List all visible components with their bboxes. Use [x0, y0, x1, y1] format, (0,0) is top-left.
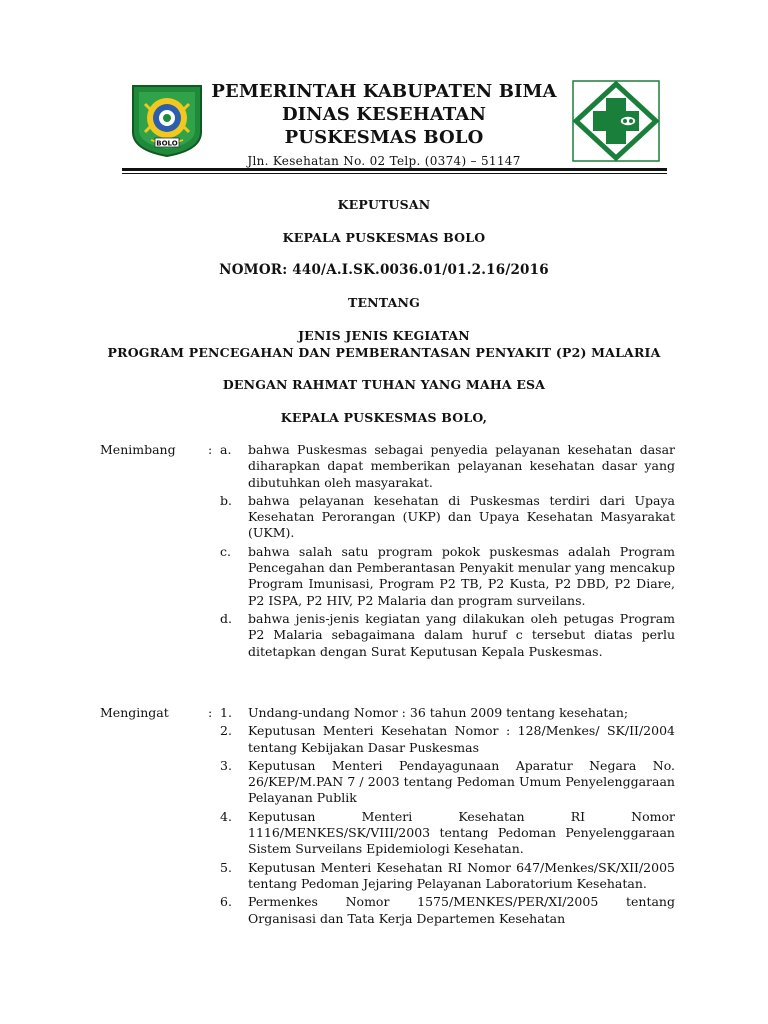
list-text: Keputusan Menteri Pendayagunaan Aparatur Negara No. 26/KEP/M.PAN 7 / 2003 tentang Pedoman Umum Penyelenggaraan Pelayanan Publik — [248, 757, 675, 806]
list-text: Keputusan Menteri Kesehatan Nomor : 128/Menkes/ SK/II/2004 tentang Kebijakan Dasar Puskesmas — [248, 723, 675, 755]
title-keputusan: KEPUTUSAN — [337, 197, 431, 212]
letterhead-address: Jln. Kesehatan No. 02 Telp. (0374) – 51147 — [247, 154, 521, 168]
list-item — [220, 544, 675, 609]
list-item — [220, 894, 675, 927]
emblem-caption: BOLO — [156, 139, 178, 148]
list-text: bahwa pelayanan kesehatan di Puskesmas terdiri dari Upaya Kesehatan Perorangan (UKP) dan Upaya Kesehatan Masyarakat (UKM). — [248, 492, 675, 541]
list-item — [220, 723, 675, 756]
letterhead-rule — [122, 168, 667, 171]
list-marker: 5. — [220, 859, 232, 875]
letterhead — [206, 80, 562, 168]
mengingat-list — [220, 705, 675, 929]
list-marker: 1. — [220, 705, 232, 720]
mengingat-colon: : — [208, 705, 213, 720]
title-kepala: KEPALA PUSKESMAS BOLO — [282, 230, 486, 245]
list-item — [220, 493, 675, 542]
puskesmas-cross-logo-icon — [572, 80, 660, 162]
menimbang-list — [220, 442, 675, 662]
list-marker: 3. — [220, 757, 232, 773]
list-marker: 2. — [220, 723, 232, 739]
title-kepala-2: KEPALA PUSKESMAS BOLO, — [280, 410, 488, 425]
letterhead-rule-thin — [122, 173, 667, 174]
list-item — [220, 860, 675, 893]
list-text: bahwa salah satu program pokok puskesmas adalah Program Pencegahan dan Pemberantasan Penyakit menular yang mencakup Program Imunisasi, Program P2 TB, P2 Kusta, P2 DBD, P2 Diare, P2 ISPA, P2 HIV, P2 Malaria dan program surveilans. — [248, 543, 675, 608]
letterhead-line-1: PEMERINTAH KABUPATEN BIMA — [211, 81, 557, 102]
list-item — [220, 705, 675, 721]
list-item — [220, 611, 675, 660]
list-text: Undang-undang Nomor : 36 tahun 2009 tentang kesehatan; — [248, 705, 629, 720]
list-text: Permenkes Nomor 1575/MENKES/PER/XI/2005 tentang Organisasi dan Tata Kerja Departemen Kesehatan — [248, 894, 675, 926]
menimbang-colon: : — [208, 442, 213, 457]
list-item — [220, 758, 675, 807]
list-marker: b. — [220, 492, 232, 508]
subject-line-2: PROGRAM PENCEGAHAN DAN PEMBERANTASAN PENYAKIT (P2) MALARIA — [107, 345, 661, 360]
letterhead-line-2: DINAS KESEHATAN — [281, 104, 487, 125]
decree-number: NOMOR: 440/A.I.SK.0036.01/01.2.16/2016 — [219, 262, 549, 278]
list-marker: 6. — [220, 894, 232, 910]
list-item — [220, 442, 675, 491]
bima-regency-emblem-icon — [131, 84, 203, 157]
letterhead-line-3: PUSKESMAS BOLO — [284, 127, 484, 148]
list-marker: c. — [220, 543, 231, 559]
list-marker: a. — [220, 442, 232, 457]
list-text: bahwa Puskesmas sebagai penyedia pelayanan kesehatan dasar diharapkan dapat memberikan pelayanan kesehatan dasar yang dibutuhkan oleh masyarakat. — [248, 442, 675, 490]
menimbang-label: Menimbang — [100, 442, 176, 457]
list-text: Keputusan Menteri Kesehatan RI Nomor 1116/MENKES/SK/VIII/2003 tentang Pedoman Penyelenggaraan Sistem Surveilans Epidemiologi Kesehatan. — [248, 808, 675, 857]
list-item — [220, 809, 675, 858]
list-text: Keputusan Menteri Kesehatan RI Nomor 647/Menkes/SK/XII/2005 tentang Pedoman Jejaring Pelayanan Laboratorium Kesehatan. — [248, 859, 675, 891]
list-marker: 4. — [220, 808, 232, 824]
list-marker: d. — [220, 610, 232, 626]
mengingat-label: Mengingat — [100, 705, 169, 720]
title-rahmat: DENGAN RAHMAT TUHAN YANG MAHA ESA — [222, 377, 546, 392]
subject-line-1: JENIS JENIS KEGIATAN — [298, 328, 470, 343]
title-tentang: TENTANG — [347, 295, 421, 310]
list-text: bahwa jenis-jenis kegiatan yang dilakukan oleh petugas Program P2 Malaria sebagaimana dalam huruf c tersebut diatas perlu ditetapkan dengan Surat Keputusan Kepala Puskesmas. — [248, 610, 675, 659]
